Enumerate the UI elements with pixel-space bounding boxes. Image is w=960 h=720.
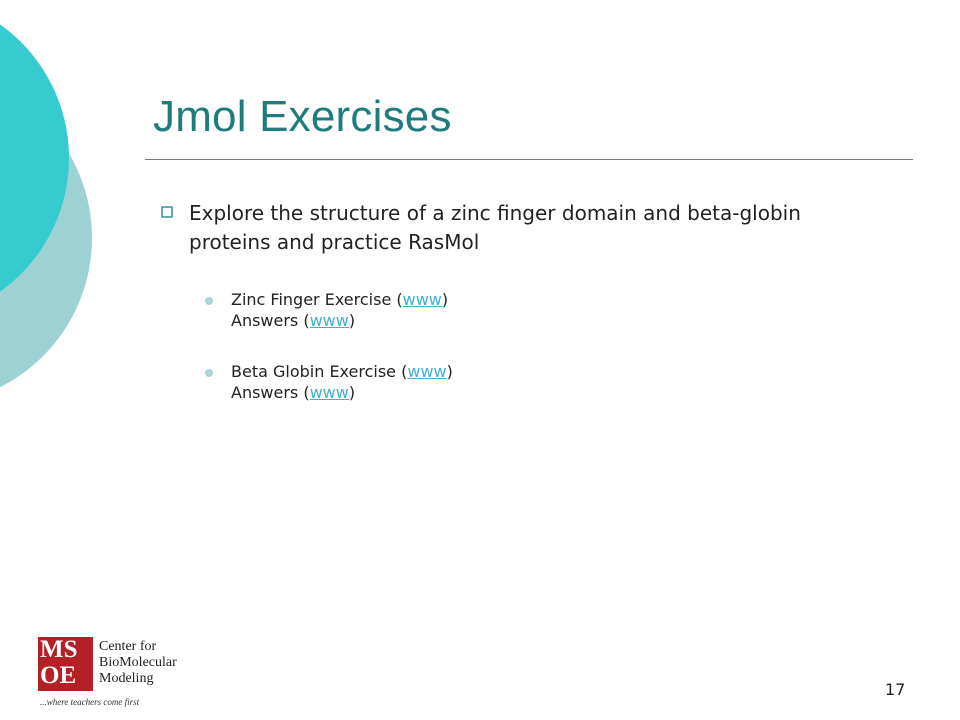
- logo-org-line: BioMolecular: [99, 655, 177, 670]
- answers-label: Answers (: [231, 383, 310, 402]
- exercise-close-paren: ): [441, 290, 449, 309]
- answers-label: Answers (: [231, 311, 310, 330]
- slide-title: Jmol Exercises: [153, 92, 452, 141]
- answers-line: [231, 310, 448, 331]
- logo-org-line: Center for: [99, 639, 157, 654]
- logo-org-line: Modeling: [99, 671, 154, 686]
- exercise-close-paren: ): [446, 362, 453, 381]
- answers-close-paren: ): [348, 383, 356, 402]
- zinc-finger-answers-link[interactable]: www: [309, 311, 349, 330]
- beta-globin-exercise-link[interactable]: www: [407, 362, 447, 381]
- logo-letters-bottom: OE: [40, 662, 77, 689]
- bullet-dot-icon: [205, 297, 213, 305]
- exercise-label: Zinc Finger Exercise (: [231, 290, 403, 309]
- answers-line: [231, 382, 453, 403]
- title-divider: [145, 159, 913, 160]
- logo-tagline: ...where teachers come first: [40, 697, 140, 707]
- zinc-finger-exercise-link[interactable]: www: [402, 290, 442, 309]
- logo-mark: [38, 637, 93, 691]
- decorative-circles: [0, 0, 110, 400]
- bullet-dot-icon: [205, 369, 213, 377]
- exercise-line: [231, 289, 448, 310]
- exercise-line: [231, 361, 453, 382]
- exercise-label: Beta Globin Exercise (: [231, 362, 408, 381]
- answers-close-paren: ): [348, 311, 356, 330]
- hollow-square-bullet-icon: [160, 205, 174, 219]
- logo-letters-top: MS: [40, 636, 78, 663]
- beta-globin-answers-link[interactable]: www: [309, 383, 349, 402]
- main-bullet-text: Explore the structure of a zinc finger domain and beta-globin proteins and practice RasMol: [189, 201, 801, 254]
- logo-organization-name: [99, 639, 177, 687]
- page-number: 17: [885, 680, 906, 699]
